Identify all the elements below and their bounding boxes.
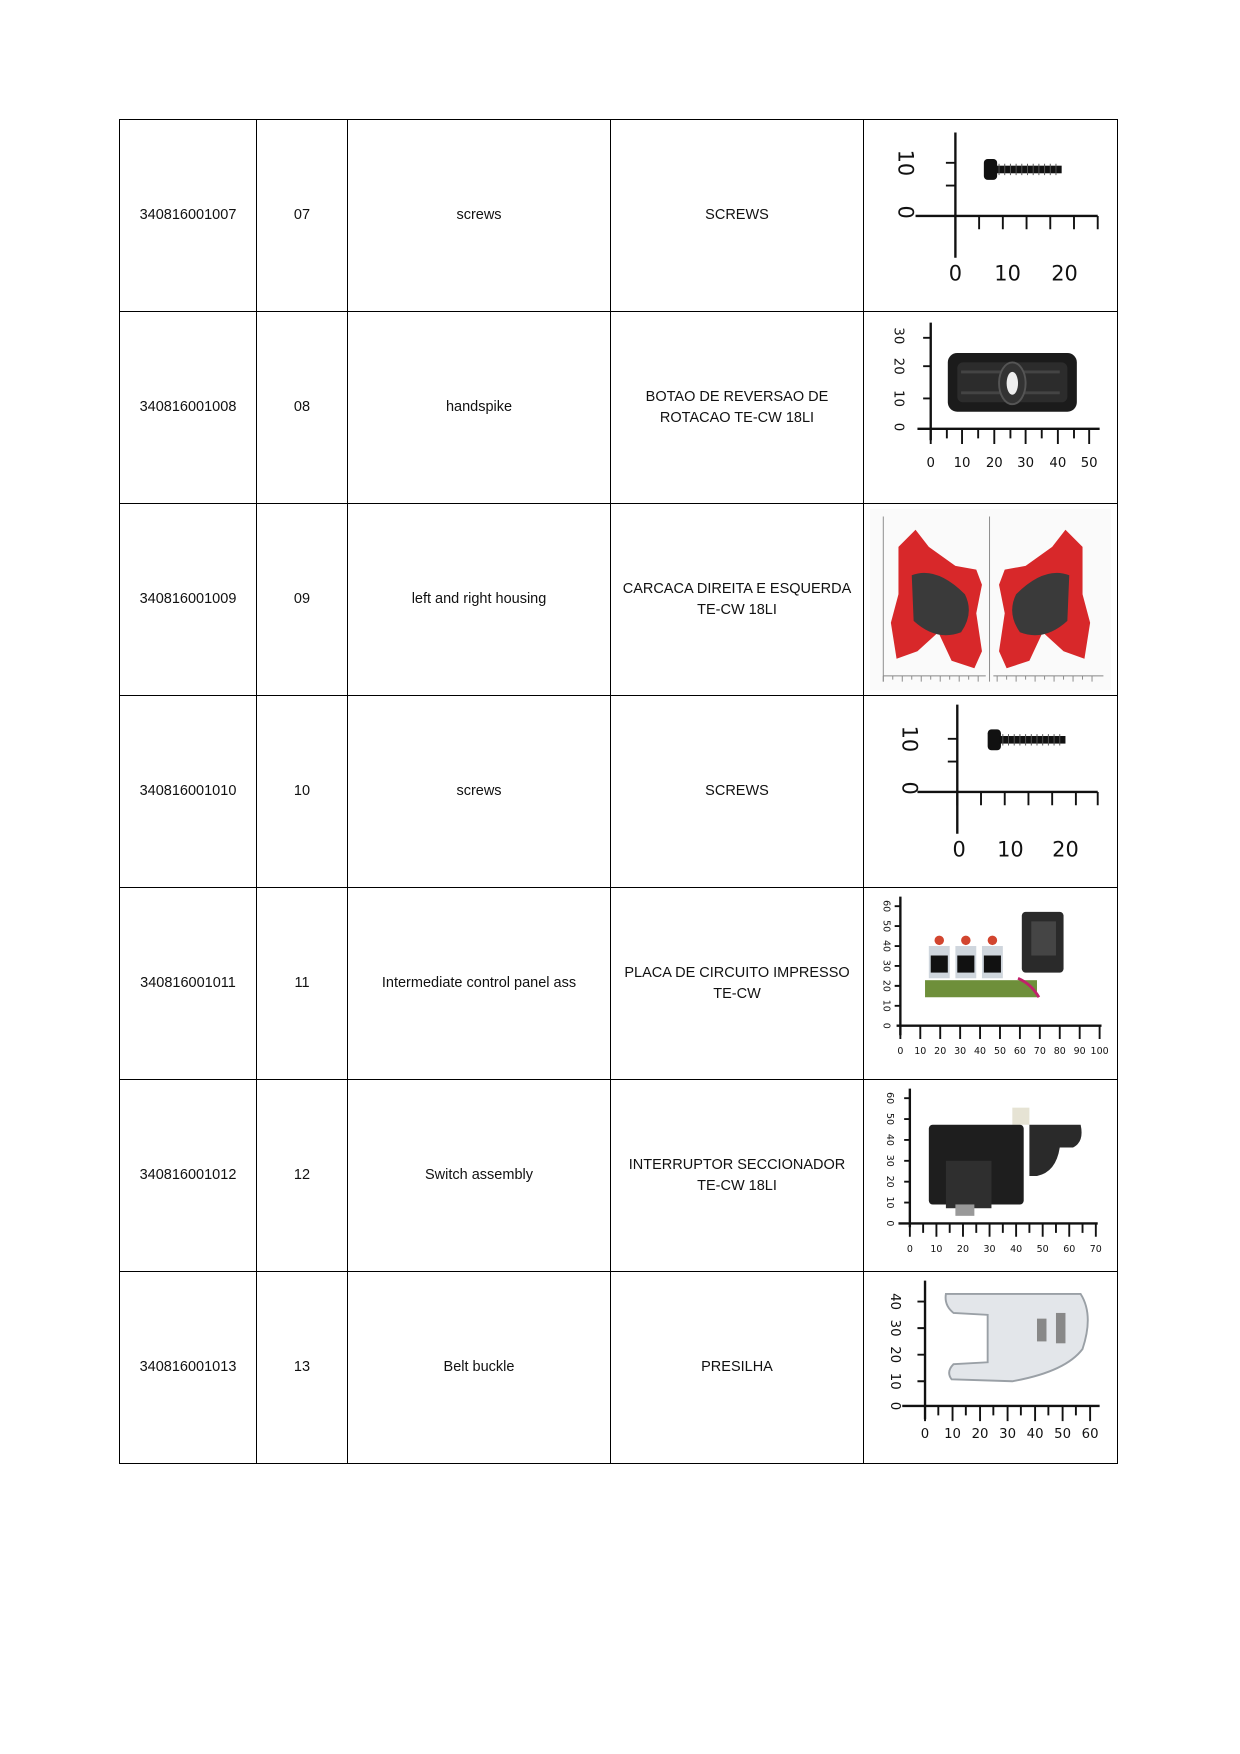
table-row bbox=[120, 1272, 1118, 1464]
circuit-board-photo bbox=[870, 888, 1111, 1079]
x-tick-label: 30 bbox=[954, 1046, 967, 1058]
x-tick-label: 30 bbox=[983, 1243, 996, 1255]
circuit-board-icon bbox=[925, 912, 1064, 997]
part-code: 340816001008 bbox=[120, 312, 257, 504]
y-tick-label: 40 bbox=[884, 1133, 896, 1146]
x-tick-label: 70 bbox=[1033, 1046, 1046, 1058]
y-tick-label: 10 bbox=[880, 999, 892, 1012]
x-tick-label: 50 bbox=[1036, 1243, 1049, 1255]
y-tick-label: 0 bbox=[880, 1022, 892, 1029]
table-row bbox=[120, 696, 1118, 888]
item-number: 11 bbox=[257, 888, 348, 1080]
y-tick-label: 40 bbox=[880, 939, 892, 953]
y-tick-label: 10 bbox=[884, 1196, 896, 1209]
part-name-pt: SCREWS bbox=[611, 696, 864, 888]
part-photo bbox=[864, 1080, 1118, 1272]
x-tick-label: 60 bbox=[1081, 1427, 1099, 1443]
x-tick-label: 10 bbox=[997, 837, 1024, 862]
y-tick-label: 60 bbox=[880, 900, 892, 913]
screw-icon bbox=[984, 159, 1062, 180]
x-tick-label: 40 bbox=[974, 1046, 987, 1058]
x-tick-label: 80 bbox=[1053, 1046, 1066, 1058]
item-number: 08 bbox=[257, 312, 348, 504]
part-name-pt: SCREWS bbox=[611, 120, 864, 312]
x-tick-label: 0 bbox=[948, 261, 963, 286]
switch-photo bbox=[870, 1080, 1111, 1271]
part-photo bbox=[864, 504, 1118, 696]
x-tick-label: 10 bbox=[914, 1046, 927, 1058]
part-code: 340816001010 bbox=[120, 696, 257, 888]
y-tick-label: 20 bbox=[880, 979, 892, 992]
part-name-en: Intermediate control panel ass bbox=[348, 888, 611, 1080]
x-tick-label: 90 bbox=[1073, 1046, 1086, 1058]
x-tick-label: 60 bbox=[1063, 1243, 1076, 1255]
part-name-en: screws bbox=[348, 696, 611, 888]
part-name-pt: PRESILHA bbox=[611, 1272, 864, 1464]
reversing-button-photo bbox=[870, 312, 1111, 503]
part-code: 340816001007 bbox=[120, 120, 257, 312]
x-tick-label: 20 bbox=[971, 1427, 989, 1443]
x-tick-label: 10 bbox=[930, 1243, 943, 1255]
item-number: 12 bbox=[257, 1080, 348, 1272]
screw-photo bbox=[870, 696, 1111, 887]
belt-clip-photo bbox=[870, 1272, 1111, 1463]
table-row bbox=[120, 312, 1118, 504]
switch-icon bbox=[929, 1108, 1082, 1216]
x-tick-label: 20 bbox=[934, 1046, 947, 1058]
y-tick-label: 0 bbox=[884, 1220, 896, 1227]
y-tick-label: 50 bbox=[880, 920, 892, 933]
x-tick-label: 20 bbox=[1051, 261, 1078, 286]
x-tick-label: 40 bbox=[1010, 1243, 1023, 1255]
part-photo bbox=[864, 1272, 1118, 1464]
item-number: 10 bbox=[257, 696, 348, 888]
part-name-en: handspike bbox=[348, 312, 611, 504]
table-row bbox=[120, 504, 1118, 696]
item-number: 13 bbox=[257, 1272, 348, 1464]
part-name-pt: INTERRUPTOR SECCIONADOR TE-CW 18LI bbox=[611, 1080, 864, 1272]
part-name-en: screws bbox=[348, 120, 611, 312]
x-tick-label: 40 bbox=[1026, 1427, 1044, 1443]
part-photo bbox=[864, 120, 1118, 312]
y-tick-label: 60 bbox=[884, 1092, 896, 1105]
x-tick-label: 20 bbox=[985, 455, 1003, 471]
x-tick-label: 50 bbox=[993, 1046, 1007, 1058]
part-code: 340816001009 bbox=[120, 504, 257, 696]
y-tick-label: 40 bbox=[886, 1293, 902, 1311]
y-tick-label: 10 bbox=[890, 390, 906, 407]
y-tick-label: 0 bbox=[890, 422, 906, 432]
part-photo bbox=[864, 696, 1118, 888]
y-tick-label: 20 bbox=[890, 357, 906, 375]
part-name-en: Belt buckle bbox=[348, 1272, 611, 1464]
x-tick-label: 40 bbox=[1049, 455, 1067, 471]
y-tick-label: 0 bbox=[886, 1401, 902, 1411]
part-name-en: left and right housing bbox=[348, 504, 611, 696]
reversing-button-icon bbox=[948, 353, 1077, 412]
x-tick-label: 30 bbox=[999, 1427, 1017, 1443]
table-row bbox=[120, 1080, 1118, 1272]
part-name-pt: CARCACA DIREITA E ESQUERDA TE-CW 18LI bbox=[611, 504, 864, 696]
part-photo bbox=[864, 312, 1118, 504]
part-code: 340816001011 bbox=[120, 888, 257, 1080]
x-tick-label: 20 bbox=[956, 1243, 970, 1255]
item-number: 09 bbox=[257, 504, 348, 696]
part-name-pt: PLACA DE CIRCUITO IMPRESSO TE-CW bbox=[611, 888, 864, 1080]
y-tick-label: 10 bbox=[893, 149, 918, 177]
x-tick-label: 30 bbox=[1017, 455, 1035, 471]
x-tick-label: 0 bbox=[952, 837, 966, 862]
x-tick-label: 50 bbox=[1080, 455, 1098, 471]
x-tick-label: 60 bbox=[1013, 1046, 1026, 1058]
x-tick-label: 100 bbox=[1090, 1046, 1109, 1058]
x-tick-label: 0 bbox=[926, 455, 935, 471]
x-tick-label: 50 bbox=[1054, 1427, 1072, 1443]
x-tick-label: 0 bbox=[897, 1046, 904, 1058]
housing-photo bbox=[870, 504, 1111, 695]
part-code: 340816001013 bbox=[120, 1272, 257, 1464]
y-tick-label: 30 bbox=[890, 327, 906, 345]
y-tick-label: 30 bbox=[880, 959, 892, 972]
y-tick-label: 20 bbox=[886, 1346, 902, 1364]
y-tick-label: 30 bbox=[886, 1319, 902, 1337]
part-name-pt: BOTAO DE REVERSAO DE ROTACAO TE-CW 18LI bbox=[611, 312, 864, 504]
x-tick-label: 20 bbox=[1052, 837, 1079, 862]
x-tick-label: 10 bbox=[953, 455, 971, 471]
y-tick-label: 30 bbox=[884, 1154, 896, 1167]
y-tick-label: 20 bbox=[884, 1175, 896, 1188]
part-code: 340816001012 bbox=[120, 1080, 257, 1272]
x-tick-label: 0 bbox=[920, 1427, 930, 1443]
x-tick-label: 0 bbox=[906, 1243, 913, 1255]
screw-icon bbox=[988, 729, 1066, 750]
y-tick-label: 10 bbox=[886, 1372, 902, 1390]
y-tick-label: 50 bbox=[884, 1113, 896, 1126]
x-tick-label: 70 bbox=[1089, 1243, 1102, 1255]
parts-table bbox=[119, 119, 1118, 1464]
table-row bbox=[120, 120, 1118, 312]
y-tick-label: 0 bbox=[893, 205, 918, 219]
part-photo bbox=[864, 888, 1118, 1080]
belt-clip-icon bbox=[946, 1294, 1088, 1381]
table-row bbox=[120, 888, 1118, 1080]
y-tick-label: 0 bbox=[897, 781, 922, 795]
screw-photo bbox=[870, 120, 1111, 311]
y-tick-label: 10 bbox=[897, 725, 922, 753]
x-tick-label: 10 bbox=[994, 261, 1021, 286]
item-number: 07 bbox=[257, 120, 348, 312]
part-name-en: Switch assembly bbox=[348, 1080, 611, 1272]
x-tick-label: 10 bbox=[944, 1427, 961, 1443]
